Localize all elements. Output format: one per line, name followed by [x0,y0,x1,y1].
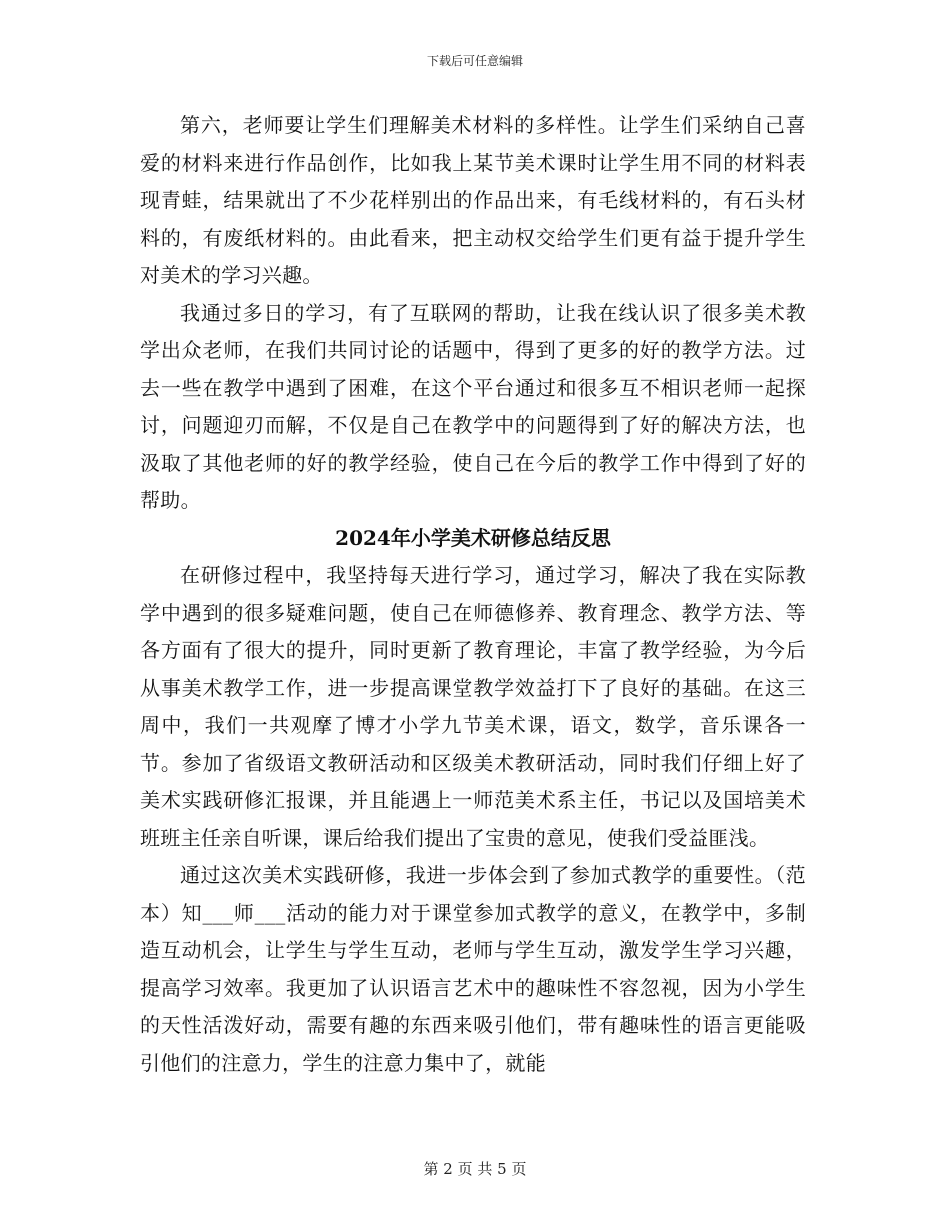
page-footer: 第 2 页 共 5 页 [423,1160,527,1178]
paragraph: 我通过多日的学习，有了互联网的帮助，让我在线认识了很多美术教学出众老师，在我们共同讨论的话题中，得到了更多的好的教学方法。过去一些在教学中遇到了困难，在这个平台通过和很多互不相识老师一起探讨，问题迎刃而解，不仅是自己在教学中的问题得到了好的解决方法，也汲取了其他老师的好的教学经验，使自己在今后的教学工作中得到了好的帮助。 [140,300,806,512]
paragraph: 在研修过程中，我坚持每天进行学习，通过学习，解决了我在实际教学中遇到的很多疑难问题，使自己在师德修养、教育理念、教学方法、等各方面有了很大的提升，同时更新了教育理论，丰富了教学经验，为今后从事美术教学工作，进一步提高课堂教学效益打下了良好的基础。在这三周中，我们一共观摩了博才小学九节美术课，语文，数学，音乐课各一节。参加了省级语文教研活动和区级美术教研活动，同时我们仔细上好了美术实践研修汇报课，并且能遇上一师范美术系主任，书记以及国培美术班班主任亲自听课，课后给我们提出了宝贵的意见，使我们受益匪浅。 [140,563,806,850]
paragraph: 第六，老师要让学生们理解美术材料的多样性。让学生们采纳自己喜爱的材料来进行作品创作，比如我上某节美术课时让学生用不同的材料表现青蛙，结果就出了不少花样别出的作品出来，有毛线材料的，有石头材料的，有废纸材料的。由此看来，把主动权交给学生们更有益于提升学生对美术的学习兴趣。 [140,113,806,287]
document-body [140,107,806,1082]
paragraph: 通过这次美术实践研修，我进一步体会到了参加式教学的重要性。（范本）知___师___活动的能力对于课堂参加式教学的意义，在教学中，多制造互动机会，让学生与学生互动，老师与学生互动，激发学生学习兴趣，提高学习效率。我更加了认识语言艺术中的趣味性不容忽视，因为小学生的天性活泼好动，需要有趣的东西来吸引他们，带有趣味性的语言更能吸引他们的注意力，学生的注意力集中了，就能 [140,863,806,1075]
section-title: 2024年小学美术研修总结反思 [335,525,611,550]
page-header: 下载后可任意编辑 [426,54,523,68]
